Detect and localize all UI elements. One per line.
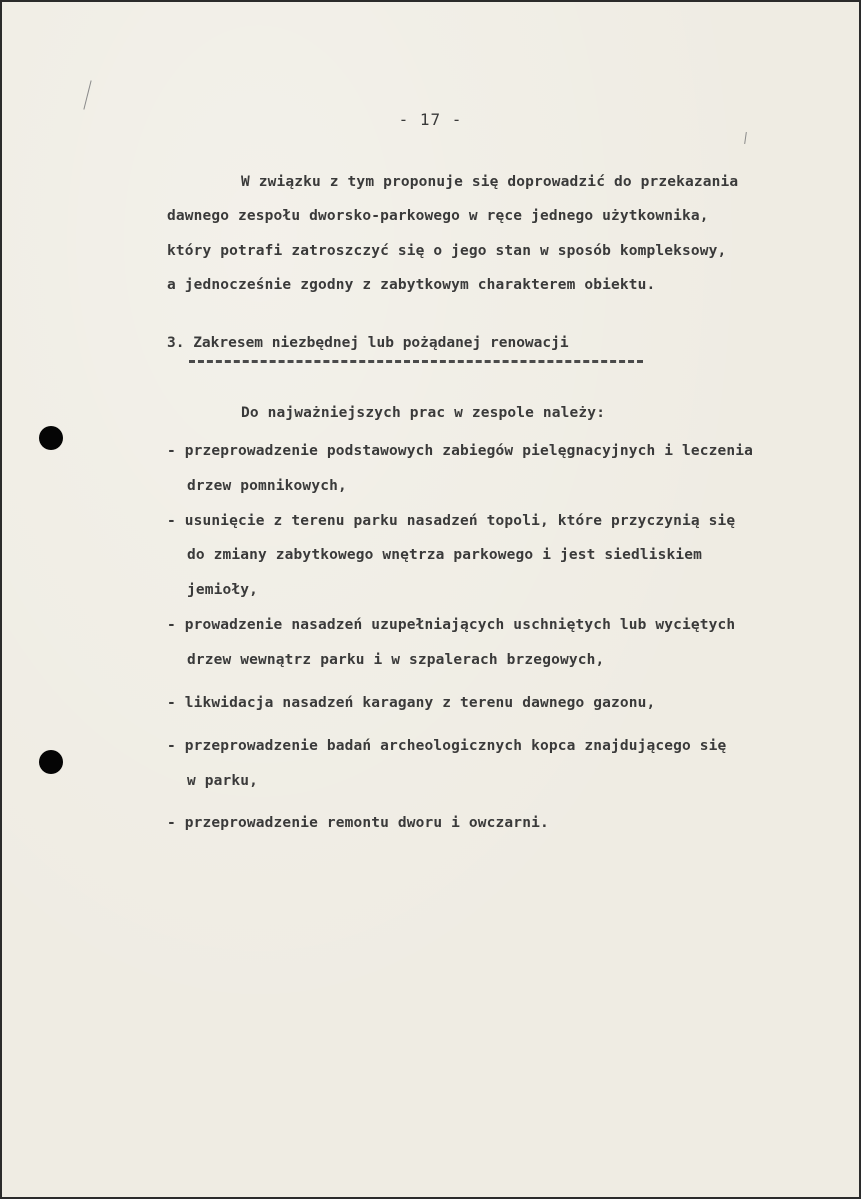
text-line: W związku z tym proponuje się doprowadzić do przekazania xyxy=(241,174,739,190)
list-item-continuation: w parku, xyxy=(187,773,259,789)
punch-hole xyxy=(39,426,63,450)
page-number: - 17 - xyxy=(398,110,463,129)
list-item-continuation: do zmiany zabytkowego wnętrza parkowego i jest siedliskiem xyxy=(187,547,703,563)
pencil-mark xyxy=(744,132,747,144)
list-item: - przeprowadzenie remontu dworu i owczarni. xyxy=(167,815,549,831)
punch-hole xyxy=(39,750,63,774)
list-item: - usunięcie z terenu parku nasadzeń topoli, które przyczynią się xyxy=(167,513,736,529)
section-heading: 3. Zakresem niezbędnej lub pożądanej renowacji xyxy=(167,335,569,351)
text-line: a jednocześnie zgodny z zabytkowym charakterem obiektu. xyxy=(167,277,656,293)
heading-underline xyxy=(189,360,643,363)
pencil-mark xyxy=(83,80,91,109)
list-item: - prowadzenie nasadzeń uzupełniających uschniętych lub wyciętych xyxy=(167,617,736,633)
list-item: - przeprowadzenie podstawowych zabiegów pielęgnacyjnych i leczenia xyxy=(167,443,754,459)
text-line: dawnego zespołu dworsko-parkowego w ręce jednego użytkownika, xyxy=(167,208,709,224)
list-item-continuation: jemioły, xyxy=(187,582,259,598)
list-item-continuation: drzew wewnątrz parku i w szpalerach brzegowych, xyxy=(187,652,605,668)
list-item: - likwidacja nasadzeń karagany z terenu dawnego gazonu, xyxy=(167,695,656,711)
text-line: który potrafi zatroszczyć się o jego stan w sposób kompleksowy, xyxy=(167,243,727,259)
list-intro: Do najważniejszych prac w zespole należy: xyxy=(241,405,606,421)
list-item: - przeprowadzenie badań archeologicznych kopca znajdującego się xyxy=(167,738,727,754)
list-item-continuation: drzew pomnikowych, xyxy=(187,478,347,494)
